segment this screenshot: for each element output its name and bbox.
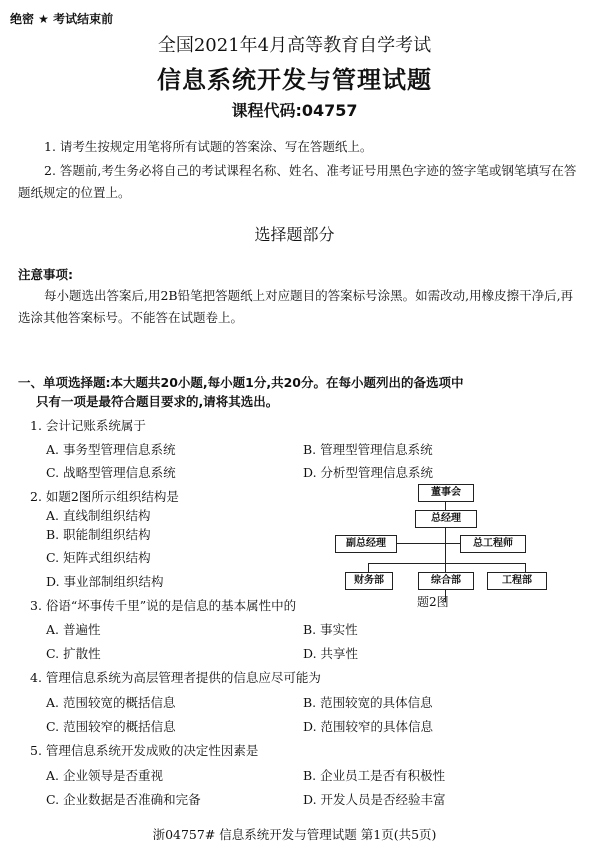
paper-title: 信息系统开发与管理试题 <box>157 66 432 94</box>
org-line <box>395 543 460 544</box>
part1-heading-line1: 一、单项选择题:本大题共20小题,每小题1分,共20分。在每小题列出的备选项中 <box>18 375 464 390</box>
exam-title: 全国2021年4月高等教育自学考试 <box>157 35 432 56</box>
question-3-option-d: D. 共享性 <box>303 646 359 661</box>
question-3-option-a: A. 普遍性 <box>46 622 101 637</box>
org-box-board: 董事会 <box>418 484 474 502</box>
question-4-stem: 4. 管理信息系统为高层管理者提供的信息应尽可能为 <box>30 670 321 685</box>
question-3-stem: 3. 俗语“坏事传千里”说的是信息的基本属性中的 <box>30 598 297 613</box>
part1-heading <box>18 373 464 411</box>
question-3-option-b: B. 事实性 <box>303 622 358 637</box>
question-4-option-b: B. 范围较宽的具体信息 <box>303 695 433 710</box>
org-box-finance: 财务部 <box>345 572 393 590</box>
question-4-option-c: C. 范围较窄的概括信息 <box>46 719 176 734</box>
question-5-stem: 5. 管理信息系统开发成败的决定性因素是 <box>30 743 259 758</box>
org-line <box>445 527 446 602</box>
org-chart <box>335 484 585 609</box>
org-line <box>525 563 526 572</box>
question-2-option-d: D. 事业部制组织结构 <box>46 574 164 589</box>
org-box-gm: 总经理 <box>415 510 477 528</box>
org-line <box>368 563 525 564</box>
question-2-option-c: C. 矩阵式组织结构 <box>46 550 151 565</box>
question-5-option-c: C. 企业数据是否准确和完备 <box>46 792 201 807</box>
figure-caption: 题2图 <box>417 595 449 609</box>
question-1-stem: 1. 会计记账系统属于 <box>30 418 146 433</box>
question-5-option-a: A. 企业领导是否重视 <box>46 768 163 783</box>
question-1-option-d: D. 分析型管理信息系统 <box>303 465 434 480</box>
org-line <box>368 563 369 572</box>
question-4-option-a: A. 范围较宽的概括信息 <box>46 695 176 710</box>
question-2-option-b: B. 职能制组织结构 <box>46 527 151 542</box>
notice-text: 每小题选出答案后,用2B铅笔把答题纸上对应题目的答案标号涂黑。如需改动,用橡皮擦干净后,再选涂其他答案标号。不能答在试题卷上。 <box>18 288 574 325</box>
page-footer: 浙04757# 信息系统开发与管理试题 第1页(共5页) <box>152 827 437 842</box>
instruction-2: 2. 答题前,考生务必将自己的考试课程名称、姓名、准考证号用黑色字迹的签字笔或钢笔填写在答题纸规定的位置上。 <box>18 163 577 200</box>
org-box-vice-gm: 副总经理 <box>335 535 397 553</box>
org-box-general: 综合部 <box>418 572 474 590</box>
notice-title: 注意事项: <box>18 267 73 282</box>
course-code: 课程代码:04757 <box>231 101 358 120</box>
confidential-label: 绝密 ★ 考试结束前 <box>10 12 114 26</box>
question-1-option-c: C. 战略型管理信息系统 <box>46 465 176 480</box>
question-1-option-a: A. 事务型管理信息系统 <box>46 442 176 457</box>
org-box-engineering: 工程部 <box>487 572 547 590</box>
question-1-option-b: B. 管理型管理信息系统 <box>303 442 433 457</box>
question-2-stem: 2. 如题2图所示组织结构是 <box>30 489 179 504</box>
question-5-option-d: D. 开发人员是否经验丰富 <box>303 792 446 807</box>
org-box-chief-engineer: 总工程师 <box>460 535 526 553</box>
org-line <box>445 501 446 510</box>
instruction-1: 1. 请考生按规定用笔将所有试题的答案涂、写在答题纸上。 <box>44 139 373 154</box>
section-title: 选择题部分 <box>254 225 335 244</box>
part1-heading-line2: 只有一项是最符合题目要求的,请将其选出。 <box>36 394 279 409</box>
question-5-option-b: B. 企业员工是否有积极性 <box>303 768 446 783</box>
question-4-option-d: D. 范围较窄的具体信息 <box>303 719 434 734</box>
question-2-option-a: A. 直线制组织结构 <box>46 508 151 523</box>
question-3-option-c: C. 扩散性 <box>46 646 101 661</box>
